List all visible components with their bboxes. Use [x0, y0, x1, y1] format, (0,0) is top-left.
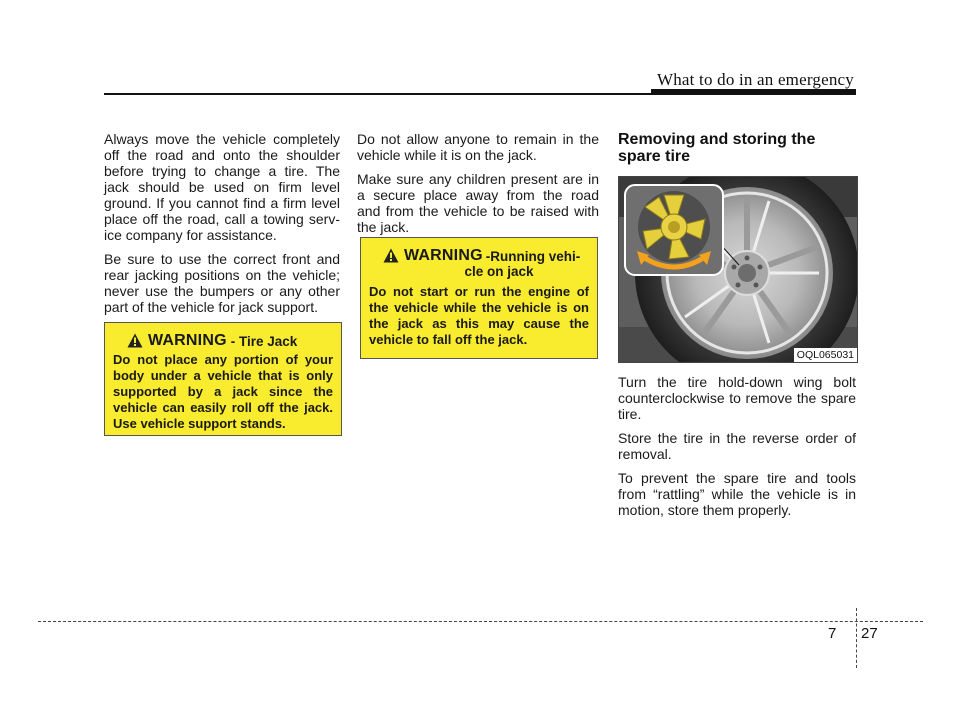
paragraph: Turn the tire hold-down wing bolt counterclockwise to remove the spare tire. — [618, 374, 856, 422]
column-2 — [357, 131, 599, 243]
section-heading: Removing and storing the spare tire — [618, 131, 816, 165]
inset-wing-bolt — [625, 185, 723, 275]
spare-tire-image — [618, 176, 858, 363]
paragraph: To prevent the spare tire and tools from “rattling” while the vehicle is in motion, store them properly. — [618, 470, 856, 518]
paragraph: Always move the vehicle completely off the road and onto the shoulder before trying to change a tire. The jack should be used on firm level ground. If you cannot find a firm level place off the road, call a towing serv-ice company for assistance. — [104, 131, 340, 243]
warning-subtitle-line-1: -Running vehi- — [485, 249, 581, 264]
warning-subtitle: - Tire Jack — [230, 334, 298, 349]
paragraph: Make sure any children present are in a secure place away from the road and from the vehicle to be raised with the jack. — [357, 171, 599, 235]
section-title: What to do in an emergency — [656, 70, 854, 89]
column-3-body — [618, 374, 856, 526]
header-tab — [651, 89, 856, 95]
paragraph: Store the tire in the reverse order of removal. — [618, 430, 856, 462]
warning-text: Do not start or run the engine of the vehicle while the vehicle is on the jack as this may cause the vehicle to fall off the jack. — [369, 284, 589, 347]
column-1 — [104, 131, 340, 323]
warning-triangle-icon — [383, 248, 399, 263]
paragraph: Be sure to use the correct front and rear jacking positions on the vehicle; never use the bumpers or any other part of the vehicle for jack support. — [104, 251, 340, 315]
footer-divider — [856, 608, 857, 668]
paragraph: Do not allow anyone to remain in the vehicle while it is on the jack. — [357, 131, 599, 163]
warning-header — [127, 332, 333, 350]
chapter-number: 7 — [828, 625, 837, 642]
warning-triangle-icon — [127, 333, 143, 348]
warning-box-tire-jack — [104, 322, 342, 436]
page-number: 27 — [861, 625, 878, 642]
warning-text: Do not place any portion of your body under a vehicle that is only supported by a jack since the vehicle can easily roll off the jack. Use vehicle support stands. — [113, 352, 333, 431]
warning-label: WARNING — [148, 332, 227, 349]
warning-box-running-vehicle — [360, 237, 598, 359]
warning-label: WARNING — [404, 247, 483, 264]
spare-tire-illustration — [619, 177, 857, 362]
column-3 — [618, 131, 856, 171]
footer-rule — [38, 621, 923, 622]
warning-subtitle-line-2: cle on jack — [464, 264, 534, 279]
warning-header — [383, 247, 589, 265]
image-code: OQL065031 — [794, 348, 857, 362]
